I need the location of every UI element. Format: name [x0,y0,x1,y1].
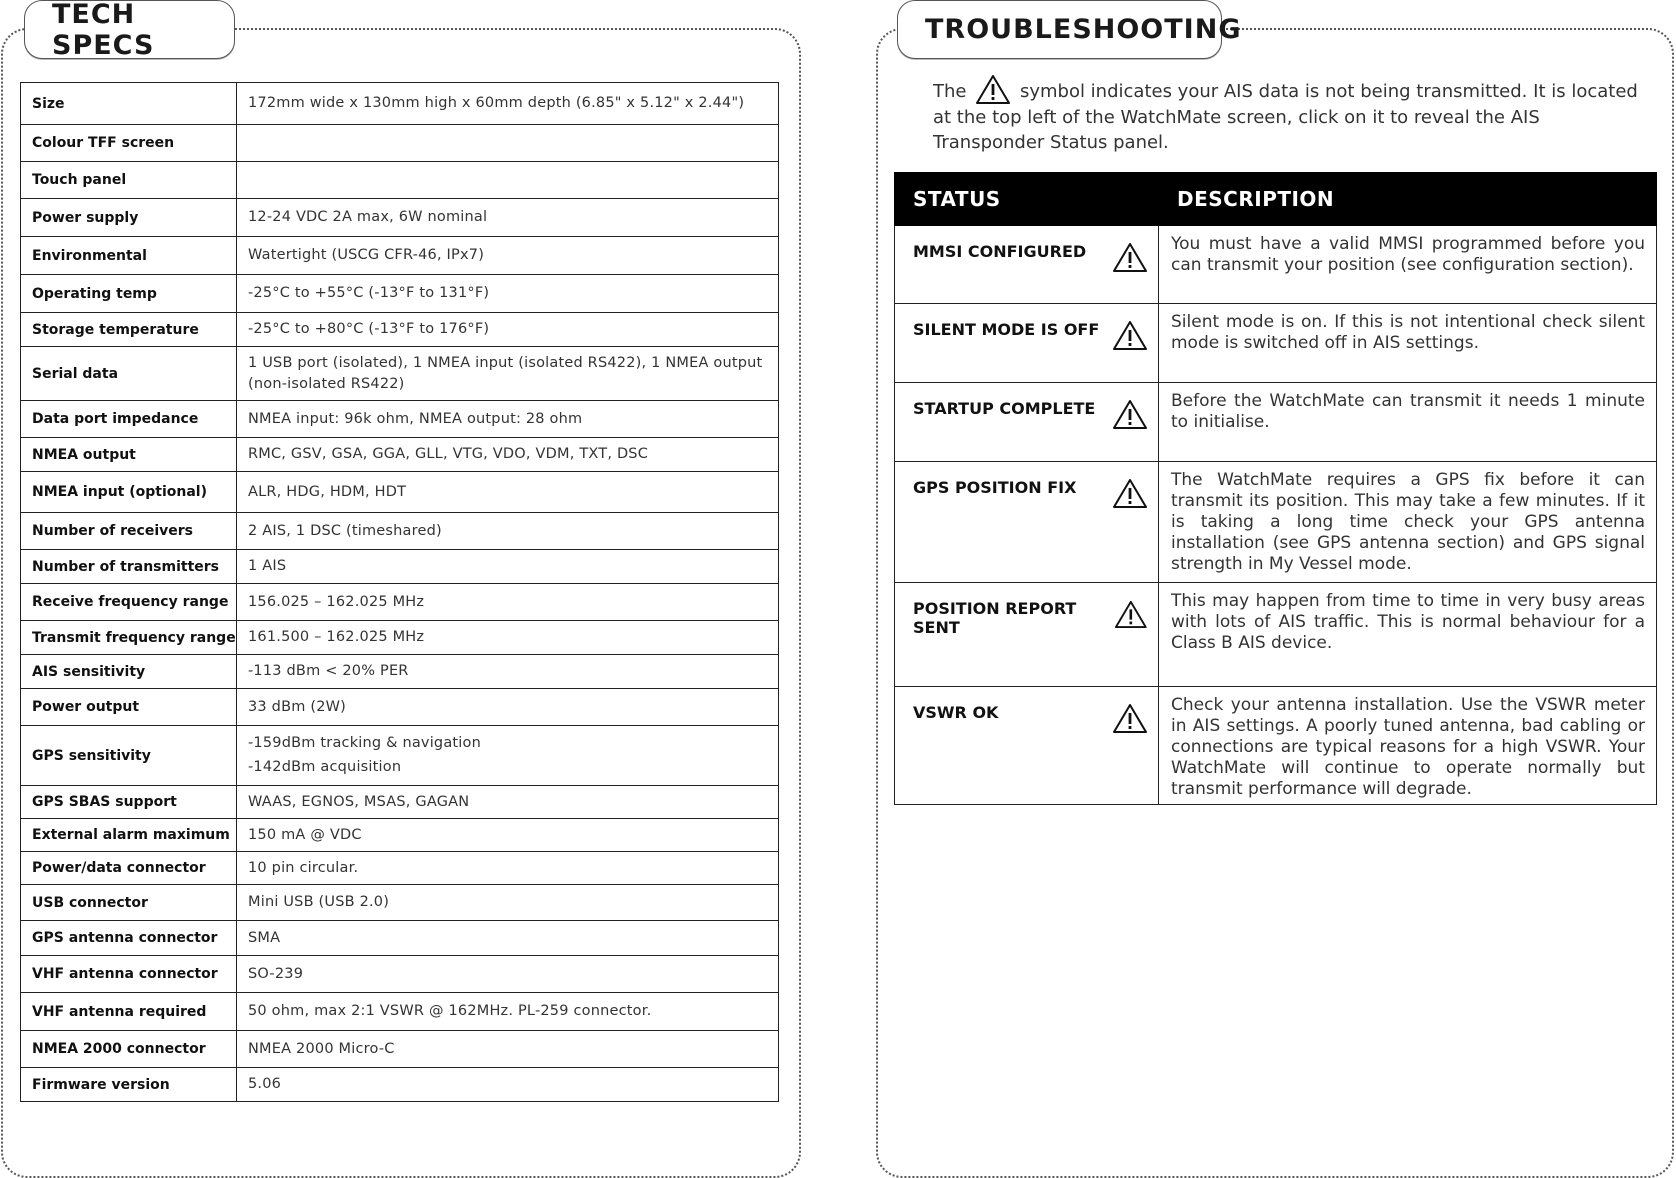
spec-value: 5.06 [237,1068,779,1102]
spec-label: NMEA output [21,438,237,472]
spec-value: RMC, GSV, GSA, GGA, GLL, VTG, VDO, VDM, TXT, DSC [237,438,779,472]
spec-value [237,162,779,199]
spec-label: Receive frequency range [21,584,237,621]
spec-row [21,401,779,438]
spec-label: GPS SBAS support [21,786,237,819]
spec-value: 172mm wide x 130mm high x 60mm depth (6.85" x 5.12" x 2.44") [237,83,779,125]
spec-row [21,237,779,275]
spec-row [21,885,779,921]
troubleshooting-row [895,583,1657,687]
status-label: STARTUP COMPLETE [913,399,1096,418]
spec-row [21,550,779,584]
spec-label: Serial data [21,347,237,401]
spec-label: Size [21,83,237,125]
spec-value [237,726,779,786]
spec-value: -113 dBm < 20% PER [237,655,779,689]
spec-row [21,438,779,472]
status-label: POSITION REPORT SENT [913,599,1077,637]
troubleshooting-row [895,687,1657,805]
warning-triangle-icon [1114,599,1148,630]
spec-value: 12-24 VDC 2A max, 6W nominal [237,199,779,237]
spec-value: 156.025 – 162.025 MHz [237,584,779,621]
spec-row [21,819,779,852]
troubleshooting-row [895,462,1657,583]
spec-value: SMA [237,921,779,956]
spec-label: Environmental [21,237,237,275]
spec-row [21,275,779,313]
tech-specs-title: TECH SPECS [24,0,235,59]
spec-label: Colour TFF screen [21,125,237,162]
troubleshooting-row [895,304,1657,383]
spec-row [21,347,779,401]
spec-label: Power supply [21,199,237,237]
spec-value: 150 mA @ VDC [237,819,779,852]
spec-label: NMEA input (optional) [21,472,237,513]
spec-value: 33 dBm (2W) [237,689,779,726]
warning-triangle-icon [1112,320,1148,351]
description-cell: The WatchMate requires a GPS fix before it can transmit its position. This may take a few minutes. If it is taking a long time check your GPS antenna installation (see GPS antenna section) and GPS signal strength in My Vessel mode. [1159,462,1657,583]
description-cell: Silent mode is on. If this is not intentional check silent mode is switched off in AIS settings. [1159,304,1657,383]
tech-specs-table [20,82,779,1102]
spec-row [21,125,779,162]
status-cell [895,226,1159,304]
spec-value: 50 ohm, max 2:1 VSWR @ 162MHz. PL-259 connector. [237,993,779,1031]
troubleshooting-intro [933,74,1651,155]
spec-label: GPS sensitivity [21,726,237,786]
spec-label: Power/data connector [21,852,237,885]
spec-label: USB connector [21,885,237,921]
spec-label: External alarm maximum [21,819,237,852]
spec-label: Number of transmitters [21,550,237,584]
status-label: MMSI CONFIGURED [913,242,1087,261]
spec-label: Data port impedance [21,401,237,438]
spec-value: -25°C to +55°C (-13°F to 131°F) [237,275,779,313]
spec-value: NMEA input: 96k ohm, NMEA output: 28 ohm [237,401,779,438]
spec-label: VHF antenna required [21,993,237,1031]
spec-label: Touch panel [21,162,237,199]
spec-row [21,199,779,237]
spec-row [21,313,779,347]
spec-value: WAAS, EGNOS, MSAS, GAGAN [237,786,779,819]
status-label: VSWR OK [913,703,999,722]
spec-row [21,472,779,513]
status-cell [895,462,1159,583]
spec-row [21,921,779,956]
spec-row [21,726,779,786]
spec-value-line: -142dBm acquisition [248,759,402,775]
spec-label: AIS sensitivity [21,655,237,689]
description-cell: This may happen from time to time in very busy areas with lots of AIS traffic. This is normal behaviour for a Class B AIS device. [1159,583,1657,687]
spec-row [21,786,779,819]
spec-value: Mini USB (USB 2.0) [237,885,779,921]
spec-label: NMEA 2000 connector [21,1031,237,1068]
description-cell: Check your antenna installation. Use the VSWR meter in AIS settings. A poorly tuned antenna, bad cabling or connections are typical reasons for a high VSWR. Your WatchMate will continue to operate normally but transmit performance will degrade. [1159,687,1657,805]
spec-value-line: -159dBm tracking & navigation [248,735,481,751]
warning-triangle-icon [1112,703,1148,734]
spec-value: NMEA 2000 Micro-C [237,1031,779,1068]
spec-label: Number of receivers [21,513,237,550]
description-cell: You must have a valid MMSI programmed before you can transmit your position (see configuration section). [1159,226,1657,304]
spec-row [21,1068,779,1102]
spec-row [21,621,779,655]
warning-triangle-icon [1112,399,1148,430]
status-cell [895,383,1159,462]
spec-row [21,655,779,689]
spec-row [21,956,779,993]
spec-value: ALR, HDG, HDM, HDT [237,472,779,513]
status-cell [895,304,1159,383]
status-cell [895,687,1159,805]
spec-label: Storage temperature [21,313,237,347]
warning-triangle-icon [1112,478,1148,509]
status-label: GPS POSITION FIX [913,478,1077,497]
status-label: SILENT MODE IS OFF [913,320,1100,339]
spec-label: Transmit frequency range [21,621,237,655]
spec-row [21,852,779,885]
spec-label: GPS antenna connector [21,921,237,956]
status-column-header: STATUS [895,173,1159,226]
troubleshooting-title: TROUBLESHOOTING [897,0,1222,59]
spec-value: 161.500 – 162.025 MHz [237,621,779,655]
spec-row [21,83,779,125]
spec-value: Watertight (USCG CFR-46, IPx7) [237,237,779,275]
troubleshooting-row [895,383,1657,462]
spec-label: Operating temp [21,275,237,313]
spec-label: VHF antenna connector [21,956,237,993]
status-cell [895,583,1159,687]
spec-row [21,993,779,1031]
intro-text-rest: symbol indicates your AIS data is not being transmitted. It is located at the top left of the WatchMate screen, click on it to reveal the AIS Transponder Status panel. [933,81,1638,153]
description-cell: Before the WatchMate can transmit it needs 1 minute to initialise. [1159,383,1657,462]
troubleshooting-header-row [895,173,1657,226]
spec-value: -25°C to +80°C (-13°F to 176°F) [237,313,779,347]
spec-value [237,125,779,162]
spec-label: Firmware version [21,1068,237,1102]
spec-value: SO-239 [237,956,779,993]
spec-label: Power output [21,689,237,726]
spec-row [21,584,779,621]
description-column-header: DESCRIPTION [1159,173,1657,226]
troubleshooting-row [895,226,1657,304]
spec-row [21,1031,779,1068]
spec-row [21,689,779,726]
spec-value: 1 USB port (isolated), 1 NMEA input (isolated RS422), 1 NMEA output (non-isolated RS422) [237,347,779,401]
warning-triangle-icon [975,74,1011,105]
intro-text-start: The [933,81,967,102]
spec-row [21,162,779,199]
warning-triangle-icon [1112,242,1148,273]
spec-value: 1 AIS [237,550,779,584]
spec-row [21,513,779,550]
spec-value: 2 AIS, 1 DSC (timeshared) [237,513,779,550]
troubleshooting-table [894,172,1657,805]
spec-value: 10 pin circular. [237,852,779,885]
